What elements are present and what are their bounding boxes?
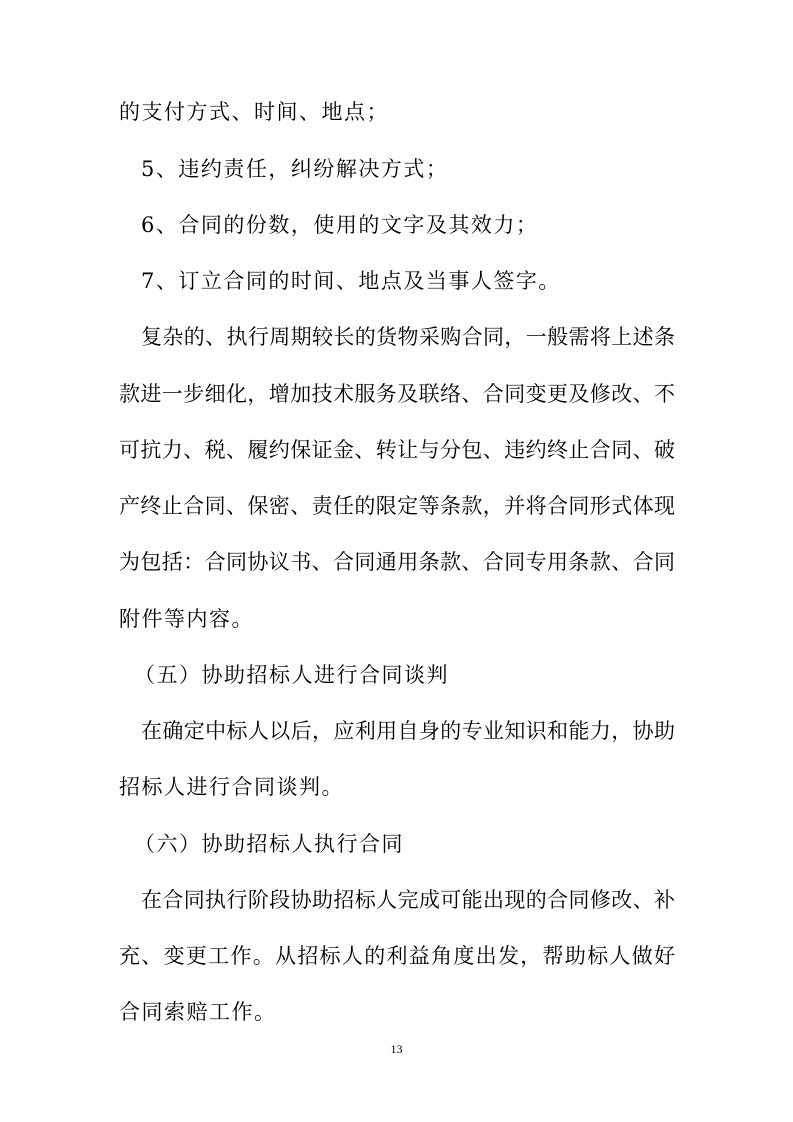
text-line: 的支付方式、时间、地点； <box>119 100 389 124</box>
paragraph-line: 附件等内容。 <box>119 607 254 631</box>
paragraph-line: 充、变更工作。从招标人的利益角度出发，帮助标人做好 <box>119 944 675 968</box>
section-heading: （六）协助招标人执行合同 <box>134 832 404 856</box>
list-item: 5、违约责任，纠纷解决方式； <box>141 157 449 181</box>
paragraph-line: 招标人进行合同谈判。 <box>119 775 344 799</box>
list-item: 7、订立合同的时间、地点及当事人签字。 <box>141 269 561 293</box>
section-heading: （五）协助招标人进行合同谈判 <box>134 663 449 687</box>
paragraph-line: 款进一步细化，增加技术服务及联络、合同变更及修改、不 <box>119 382 675 406</box>
paragraph-line: 合同索赔工作。 <box>119 1000 277 1024</box>
list-item: 6、合同的份数，使用的文字及其效力； <box>141 213 539 237</box>
paragraph-line: 复杂的、执行周期较长的货物采购合同，一般需将上述条 <box>141 325 675 349</box>
paragraph-line: 在合同执行阶段协助招标人完成可能出现的合同修改、补 <box>141 888 675 912</box>
paragraph-line: 产终止合同、保密、责任的限定等条款，并将合同形式体现 <box>119 494 675 518</box>
paragraph-line: 可抗力、税、履约保证金、转让与分包、违约终止合同、破 <box>119 438 675 462</box>
paragraph-line: 在确定中标人以后，应利用自身的专业知识和能力，协助 <box>141 719 675 743</box>
paragraph-line: 为包括：合同协议书、合同通用条款、合同专用条款、合同 <box>119 550 675 574</box>
page-number: 13 <box>390 1042 403 1056</box>
